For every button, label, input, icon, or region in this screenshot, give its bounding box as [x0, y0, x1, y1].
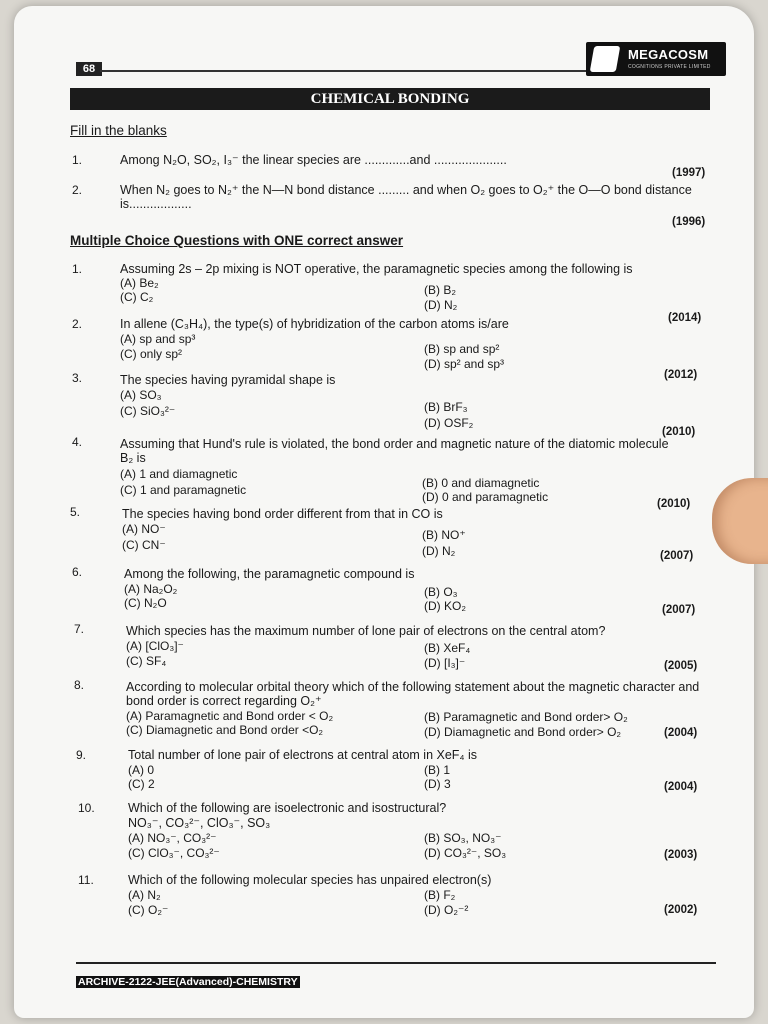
fib-num: 2.: [72, 183, 83, 197]
option-d: (D) 3: [424, 777, 451, 791]
question-number: 11.: [78, 873, 94, 887]
question-number: 3.: [72, 371, 83, 385]
question-number: 7.: [74, 622, 85, 636]
fib-num: 1.: [72, 153, 83, 167]
question-number: 10.: [78, 801, 95, 815]
option-c: (C) O₂⁻: [128, 903, 169, 917]
question-text: The species having pyramidal shape is: [120, 373, 336, 387]
question-year: (2010): [657, 498, 691, 510]
fib-text: When N₂ goes to N₂⁺ the N—N bond distance ......... and when O₂ goes to O₂⁺ the O—O bond distance is..................: [120, 183, 692, 211]
option-d: (D) sp² and sp³: [424, 357, 505, 371]
footer-label: ARCHIVE-2122-JEE(Advanced)-CHEMISTRY: [78, 976, 298, 988]
option-b: (B) 0 and diamagnetic: [422, 476, 540, 490]
question-number: 1.: [72, 262, 83, 276]
question-year: (2004): [664, 781, 698, 793]
question-species-list: NO₃⁻, CO₃²⁻, ClO₃⁻, SO₃: [128, 816, 271, 830]
logo-icon: [590, 46, 621, 72]
option-d: (D) Diamagnetic and Bond order> O₂: [424, 725, 622, 739]
option-b: (B) BrF₃: [424, 400, 468, 414]
option-a: (A) 0: [128, 763, 155, 777]
fib-year: (1997): [672, 167, 706, 179]
question-year: (2007): [660, 550, 694, 562]
fib-text: Among N₂O, SO₂, I₃⁻ the linear species are .............and .....................: [120, 153, 507, 167]
brand-name: MEGACOSM: [628, 47, 709, 62]
question-text: Assuming that Hund's rule is violated, the bond order and magnetic nature of the diatomic molecule B₂ is: [120, 437, 669, 465]
option-a: (A) SO₃: [120, 388, 162, 402]
option-b: (B) sp and sp²: [424, 342, 500, 356]
mcq-heading: Multiple Choice Questions with ONE correct answer: [70, 233, 404, 248]
chapter-title: CHEMICAL BONDING: [70, 88, 710, 110]
question-text: Which of the following are isoelectronic and isostructural?: [128, 801, 447, 815]
question-year: (2010): [662, 426, 696, 438]
option-a: (A) [ClO₃]⁻: [126, 639, 184, 653]
option-a: (A) Paramagnetic and Bond order < O₂: [126, 709, 334, 723]
header-rule: [100, 70, 590, 72]
option-a: (A) sp and sp³: [120, 332, 196, 346]
option-a: (A) NO₃⁻, CO₃²⁻: [128, 831, 217, 845]
question-text: Total number of lone pair of electrons at central atom in XeF₄ is: [128, 748, 478, 762]
option-d: (D) N₂: [424, 298, 458, 312]
option-b: (B) F₂: [424, 888, 456, 902]
question-text: Which of the following molecular species has unpaired electron(s): [128, 873, 492, 887]
question-year: (2012): [664, 369, 698, 381]
footer-rule: [76, 962, 716, 964]
option-a: (A) NO⁻: [122, 522, 166, 536]
option-d: (D) N₂: [422, 544, 456, 558]
option-c: (C) SF₄: [126, 654, 167, 668]
question-text: In allene (C₃H₄), the type(s) of hybridization of the carbon atoms is/are: [120, 317, 509, 331]
option-d: (D) KO₂: [424, 599, 466, 613]
question-text: Which species has the maximum number of lone pair of electrons on the central atom?: [126, 624, 606, 638]
option-d: (D) 0 and paramagnetic: [422, 490, 549, 504]
option-c: (C) only sp²: [120, 347, 183, 361]
option-c: (C) N₂O: [124, 596, 167, 610]
option-b: (B) XeF₄: [424, 641, 471, 655]
publisher-logo: [586, 42, 726, 76]
option-a: (A) 1 and diamagnetic: [120, 467, 238, 481]
question-number: 4.: [72, 435, 83, 449]
page-number: 68: [76, 62, 102, 76]
question-number: 9.: [76, 748, 87, 762]
option-b: (B) NO⁺: [422, 528, 466, 542]
option-c: (C) 2: [128, 777, 155, 791]
question-year: (2005): [664, 660, 698, 672]
question-year: (2003): [664, 849, 698, 861]
question-year: (2004): [664, 727, 698, 739]
option-c: (C) SiO₃²⁻: [120, 404, 176, 418]
question-text: According to molecular orbital theory which of the following statement about the magnetic character and bond order is correct regarding O₂⁺: [126, 680, 700, 708]
option-d: (D) [I₃]⁻: [424, 656, 466, 670]
question-number: 8.: [74, 678, 85, 692]
fib-year: (1996): [672, 216, 706, 228]
option-a: (A) Na₂O₂: [124, 582, 178, 596]
option-b: (B) O₃: [424, 585, 458, 599]
option-c: (C) Diamagnetic and Bond order <O₂: [126, 723, 324, 737]
option-d: (D) OSF₂: [424, 416, 474, 430]
question-number: 5.: [70, 505, 81, 519]
option-b: (B) SO₃, NO₃⁻: [424, 831, 502, 845]
question-year: (2014): [668, 312, 702, 324]
question-number: 2.: [72, 317, 83, 331]
option-d: (D) CO₃²⁻, SO₃: [424, 846, 507, 860]
question-year: (2007): [662, 604, 696, 616]
question-text: The species having bond order different from that in CO is: [122, 507, 443, 521]
question-year: (2002): [664, 904, 698, 916]
question-text: Among the following, the paramagnetic compound is: [124, 567, 415, 581]
option-c: (C) CN⁻: [122, 538, 166, 552]
option-b: (B) Paramagnetic and Bond order> O₂: [424, 710, 628, 724]
option-b: (B) 1: [424, 763, 451, 777]
option-c: (C) 1 and paramagnetic: [120, 483, 247, 497]
fill-blanks-heading: Fill in the blanks: [70, 123, 167, 138]
option-b: (B) B₂: [424, 283, 456, 297]
option-c: (C) ClO₃⁻, CO₃²⁻: [128, 846, 220, 860]
option-a: (A) N₂: [128, 888, 161, 902]
brand-tagline: COGNITIONS PRIVATE LIMITED: [628, 64, 711, 70]
question-number: 6.: [72, 565, 83, 579]
option-a: (A) Be₂: [120, 276, 159, 290]
option-d: (D) O₂⁻²: [424, 903, 469, 917]
question-text: Assuming 2s – 2p mixing is NOT operative, the paramagnetic species among the following is: [120, 262, 633, 276]
option-c: (C) C₂: [120, 290, 154, 304]
